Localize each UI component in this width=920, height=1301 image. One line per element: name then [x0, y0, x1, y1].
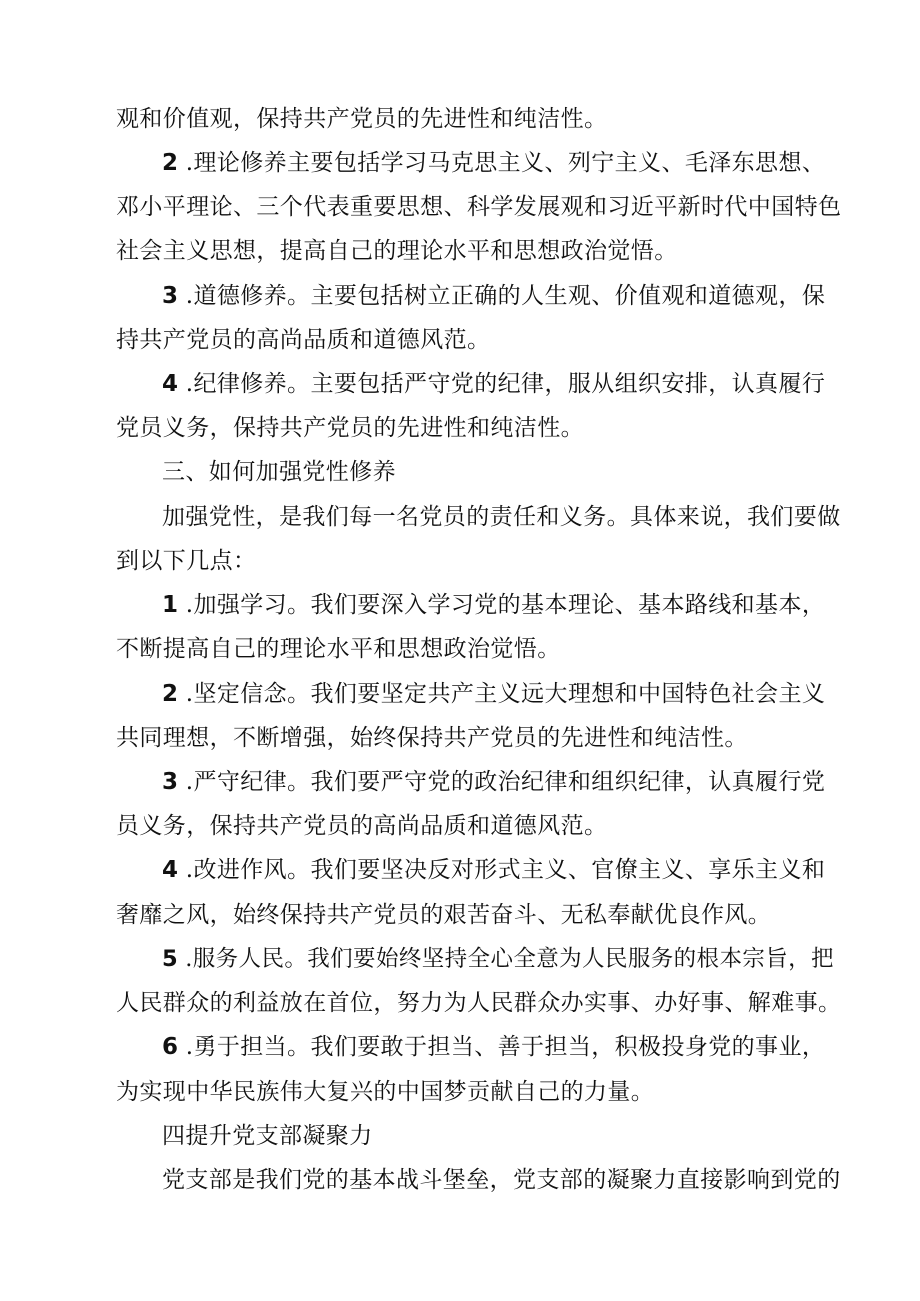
text-line — [162, 503, 841, 531]
line-number: 6 — [162, 1034, 179, 1060]
line-text: 社会主义思想，提高自己的理论水平和思想政治觉悟。 — [116, 238, 678, 264]
line-text: .纪律修养。主要包括严守党的纪律，服从组织安排，认真履行 — [178, 371, 826, 397]
line-text: .严守纪律。我们要严守党的政治纪律和组织纪律，认真履行党 — [178, 769, 826, 795]
line-text: 共同理想，不断增强，始终保持共产党员的先进性和纯洁性。 — [116, 725, 748, 751]
text-line — [162, 856, 825, 884]
text-line — [116, 547, 256, 575]
line-text: 持共产党员的高尚品质和道德风范。 — [116, 327, 491, 353]
text-line — [116, 193, 841, 221]
line-text: 奢靡之风，始终保持共产党员的艰苦奋斗、无私奉献优良作风。 — [116, 902, 772, 928]
text-line — [162, 1166, 841, 1194]
text-line — [116, 812, 607, 840]
text-line — [116, 1078, 654, 1106]
line-text: .服务人民。我们要始终坚持全心全意为人民服务的根本宗旨，把 — [177, 946, 834, 972]
line-text: 员义务，保持共产党员的高尚品质和道德风范。 — [116, 813, 608, 839]
text-line — [162, 680, 825, 708]
line-number: 3 — [162, 769, 179, 795]
text-line — [116, 724, 748, 752]
line-number: 5 — [162, 946, 178, 972]
text-line — [162, 282, 825, 310]
text-line — [116, 414, 584, 442]
section-heading — [162, 458, 396, 486]
line-text: 三、如何加强党性修养 — [162, 459, 396, 485]
line-number: 2 — [162, 681, 179, 707]
line-text: .勇于担当。我们要敢于担当、善于担当，积极投身党的事业， — [178, 1034, 826, 1060]
line-text: 四提升党支部凝聚力 — [162, 1123, 373, 1149]
line-text: 为实现中华民族伟大复兴的中国梦贡献自己的力量。 — [116, 1079, 655, 1105]
line-text: 党员义务，保持共产党员的先进性和纯洁性。 — [116, 415, 584, 441]
line-text: .道德修养。主要包括树立正确的人生观、价值观和道德观，保 — [178, 283, 826, 309]
line-text: 到以下几点： — [116, 548, 257, 574]
text-line — [162, 149, 825, 177]
line-number: 2 — [162, 150, 179, 176]
line-number: 4 — [162, 857, 179, 883]
line-text: 邓小平理论、三个代表重要思想、科学发展观和习近平新时代中国特色 — [116, 194, 842, 220]
line-text: .加强学习。我们要深入学习党的基本理论、基本路线和基本， — [178, 592, 826, 618]
line-number: 4 — [162, 371, 179, 397]
text-line — [162, 370, 825, 398]
line-text: 观和价值观，保持共产党员的先进性和纯洁性。 — [116, 106, 608, 132]
line-text: 加强党性，是我们每一名党员的责任和义务。具体来说，我们要做 — [162, 504, 841, 530]
text-line — [162, 1033, 825, 1061]
text-line — [116, 326, 490, 354]
line-text: 党支部是我们党的基本战斗堡垒，党支部的凝聚力直接影响到党的 — [162, 1167, 841, 1193]
line-number: 1 — [162, 592, 179, 618]
text-line — [116, 237, 678, 265]
line-text: .坚定信念。我们要坚定共产主义远大理想和中国特色社会主义 — [178, 681, 826, 707]
section-heading — [162, 1122, 373, 1150]
text-line — [162, 591, 825, 619]
line-text: .改进作风。我们要坚决反对形式主义、官僚主义、享乐主义和 — [178, 857, 826, 883]
text-line — [162, 768, 825, 796]
text-line — [162, 945, 834, 973]
line-number: 3 — [162, 283, 179, 309]
line-text: .理论修养主要包括学习马克思主义、列宁主义、毛泽东思想、 — [178, 150, 826, 176]
text-line — [116, 901, 771, 929]
text-line — [116, 105, 607, 133]
line-text: 人民群众的利益放在首位，努力为人民群众办实事、办好事、解难事。 — [116, 990, 842, 1016]
text-line — [116, 989, 841, 1017]
text-line — [116, 635, 561, 663]
line-text: 不断提高自己的理论水平和思想政治觉悟。 — [116, 636, 561, 662]
